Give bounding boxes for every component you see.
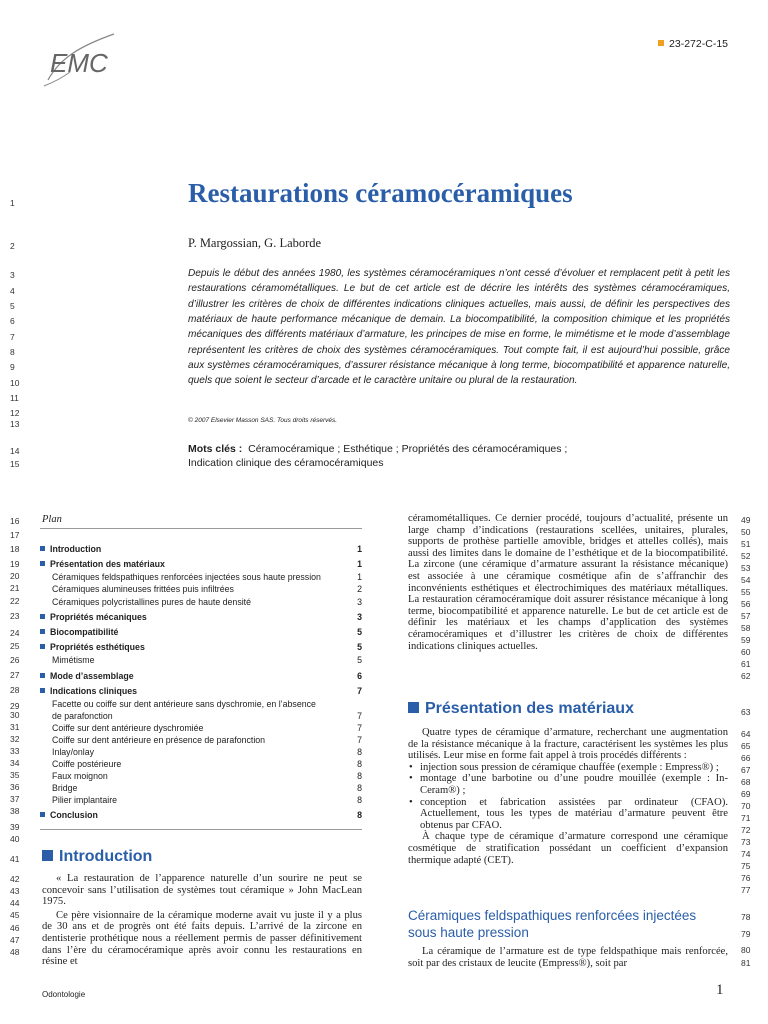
line-number: 15 — [10, 459, 20, 469]
line-number: 49 — [741, 515, 751, 525]
materials-para-stratification: À chaque type de céramique d’armature correspond une céramique cosmétique de stratification possédant un coefficient d’expansion thermique adapté (CET). — [408, 831, 728, 866]
plan-item-label: Coiffe postérieure — [52, 759, 122, 769]
list-item: • conception et fabrication assistées par ordinateur (CFAO). Actuellement, tous les types de matériau d’armature peuvent être obtenus par CFAO. — [420, 797, 728, 832]
line-number: 56 — [741, 599, 751, 609]
line-number: 30 — [10, 710, 20, 720]
plan-item-label: Présentation des matériaux — [40, 558, 165, 570]
keywords-line2: Indication clinique des céramocéramiques — [188, 457, 384, 469]
intro-continuation-para: céramométalliques. Ce dernier procédé, toujours d’actualité, présente un large champ d’indications (restaurations scellées, unitaires, plurales, supports de prothèse partielle amovible, bridges et attelles collés), mais aussi des limites dans le domaine de l’esthétique et de la biocompatibilité. La zircone (une céramique d’armature assurant la résistance mécanique) est associée à une céramique cosmétique afin de s’affranchir des inconvénients esthétiques et électrochimiques des matériaux métalliques. La restauration céramocéramique doit assurer résistance mécanique à long terme, biocompatibilité et apparence naturelle. Le but de cet article est de définir les matériaux et les champs d’application des systèmes céramocéramiques et d’illustrer les critères de choix de différentes indications cliniques actuelles. — [408, 513, 728, 652]
document-code — [658, 38, 728, 50]
document-code-text: 23-272-C-15 — [669, 38, 728, 50]
line-number: 78 — [741, 912, 751, 922]
line-number: 69 — [741, 789, 751, 799]
plan-bullet-icon — [40, 546, 45, 551]
plan-item-label: Faux moignon — [52, 771, 108, 781]
plan-item-label: Indications cliniques — [40, 685, 137, 697]
line-number: 40 — [10, 834, 20, 844]
line-number: 74 — [741, 849, 751, 859]
line-number: 11 — [10, 393, 19, 403]
line-number: 39 — [10, 822, 20, 832]
line-number: 76 — [741, 873, 751, 883]
keywords — [188, 442, 708, 470]
line-number: 20 — [10, 571, 20, 581]
line-number: 64 — [741, 729, 751, 739]
plan-item-page: 5 — [357, 655, 362, 665]
article-authors: P. Margossian, G. Laborde — [188, 236, 322, 250]
plan-item-page: 7 — [357, 711, 362, 721]
line-number: 35 — [10, 770, 20, 780]
line-number: 9 — [10, 362, 15, 372]
right-column-intro-continuation — [408, 513, 728, 652]
plan-item-page: 8 — [357, 795, 362, 805]
svg-text:EMC: EMC — [50, 48, 108, 78]
line-number: 72 — [741, 825, 751, 835]
line-number: 70 — [741, 801, 751, 811]
plan-item-label: Coiffe sur dent antérieure en présence de parafonction — [52, 735, 266, 745]
feldspathic-subheading: Céramiques feldspathiques renforcées injectées sous haute pression — [408, 908, 697, 940]
materials-body — [408, 727, 728, 866]
plan-item-page: 1 — [357, 559, 362, 569]
line-number: 53 — [741, 563, 751, 573]
line-number: 46 — [10, 923, 20, 933]
plan-item-label: Céramiques polycristallines pures de haute densité — [52, 597, 252, 607]
plan-item-label: Introduction — [40, 543, 101, 555]
plan-item-label: Céramiques alumineuses frittées puis infiltrées — [52, 584, 234, 594]
plan-divider-top — [40, 528, 362, 529]
plan-item-label: Conclusion — [40, 809, 98, 821]
line-number: 13 — [10, 419, 20, 429]
plan-item-page: 7 — [357, 723, 362, 733]
line-number: 66 — [741, 753, 751, 763]
plan-item-page: 8 — [357, 810, 362, 820]
section-marker-icon — [408, 702, 419, 713]
line-number: 34 — [10, 758, 20, 768]
feldspathic-para: La céramique de l’armature est de type feldspathique mais renforcée, soit par des cristaux de leucite (Empress®), soit par — [408, 946, 728, 969]
article-title: Restaurations céramocéramiques — [188, 178, 573, 208]
materials-heading-text: Présentation des matériaux — [425, 700, 634, 717]
line-number: 3 — [10, 270, 15, 280]
plan-title: Plan — [42, 514, 62, 525]
line-number: 68 — [741, 777, 751, 787]
materials-para-types: Quatre types de céramique d’armature, recherchant une augmentation de la résistance mécanique à la fracture, caractérisent les systèmes les plus utilisés. Leur mise en forme fait appel à trois procédés différents : — [408, 727, 728, 762]
plan-item-label: Mode d’assemblage — [40, 670, 134, 682]
line-number: 19 — [10, 559, 20, 569]
footer-page-number: 1 — [716, 982, 724, 998]
plan-bullet-icon — [40, 688, 45, 693]
line-number: 8 — [10, 347, 15, 357]
plan-item-page: 1 — [357, 544, 362, 554]
plan-item-label: Mimétisme — [52, 655, 95, 665]
section-marker-icon — [42, 850, 53, 861]
article-abstract: Depuis le début des années 1980, les systèmes céramocéramiques n’ont cessé d’évoluer et remplacent petit à petit les restaurations céramométalliques. Le but de cet article est de décrire les intérêts des systèmes céramocéramiques, d’illustrer les critères de choix de différentes indications cliniques actuelles, mais aussi, de définir les perspectives des matériaux de haute performance mécanique de demain. La biocompatibilité, la composition chimique et les propriétés mécaniques des différents matériaux d’armature, les principes de mise en forme, le mimétisme et le mode d’assemblage représentent les critères de choix des systèmes céramocéramiques. Tout compte fait, il est aujourd’hui possible, grâce aux systèmes céramocéramiques, d’assurer résistance mécanique à long terme, biocompatibilité et apparence naturelle, quels que soient le secteur d’arcade et le caractère unitaire ou plural de la restauration. — [188, 268, 730, 387]
plan-item-page: 3 — [357, 612, 362, 622]
line-number: 63 — [741, 707, 751, 717]
plan-item-page: 3 — [357, 597, 362, 607]
keywords-line1: Céramocéramique ; Esthétique ; Propriétés des céramocéramiques ; — [248, 443, 568, 455]
introduction-heading — [42, 848, 152, 866]
line-number: 75 — [741, 861, 751, 871]
plan-item-page: 7 — [357, 686, 362, 696]
line-number: 54 — [741, 575, 751, 585]
line-number: 80 — [741, 945, 751, 955]
code-marker-icon — [658, 40, 664, 46]
line-number: 16 — [10, 516, 20, 526]
introduction-heading-text: Introduction — [59, 848, 153, 865]
plan-item-label: Coiffe sur dent antérieure dyschromiée — [52, 723, 204, 733]
line-number: 61 — [741, 659, 751, 669]
plan-item-label: Inlay/onlay — [52, 747, 95, 757]
line-number: 4 — [10, 286, 15, 296]
line-number: 51 — [741, 539, 751, 549]
line-number: 55 — [741, 587, 751, 597]
line-number: 79 — [741, 929, 751, 939]
plan-item-label: Biocompatibilité — [40, 626, 118, 638]
plan-item-page: 8 — [357, 783, 362, 793]
line-number: 50 — [741, 527, 751, 537]
line-number: 32 — [10, 734, 20, 744]
line-number: 57 — [741, 611, 751, 621]
line-number: 29 — [10, 701, 20, 711]
line-number: 14 — [10, 446, 20, 456]
line-number: 37 — [10, 794, 20, 804]
plan-bullet-icon — [40, 561, 45, 566]
plan-item-label: Propriétés esthétiques — [40, 641, 145, 653]
line-number: 60 — [741, 647, 751, 657]
line-number: 28 — [10, 685, 20, 695]
plan-divider-bottom — [40, 829, 362, 830]
line-number: 7 — [10, 332, 15, 342]
list-item: • injection sous pression de céramique chauffée (exemple : Empress®) ; — [420, 762, 728, 774]
line-number: 12 — [10, 408, 20, 418]
plan-item-page: 6 — [357, 671, 362, 681]
line-number: 5 — [10, 301, 15, 311]
plan-item-label: Céramiques feldspathiques renforcées injectées sous haute pression — [52, 572, 321, 582]
line-number: 45 — [10, 910, 20, 920]
line-number: 2 — [10, 241, 15, 251]
line-number: 65 — [741, 741, 751, 751]
line-number: 43 — [10, 886, 20, 896]
line-number: 18 — [10, 544, 20, 554]
feldspathic-body — [408, 946, 728, 969]
line-number: 1 — [10, 198, 15, 208]
list-item: • montage d’une barbotine ou d’une poudre mouillée (exemple : In-Ceram®) ; — [420, 773, 728, 796]
plan-bullet-icon — [40, 673, 45, 678]
line-number: 52 — [741, 551, 751, 561]
line-number: 21 — [10, 583, 20, 593]
plan-bullet-icon — [40, 614, 45, 619]
plan-item-page: 8 — [357, 771, 362, 781]
line-number: 31 — [10, 722, 20, 732]
line-number: 36 — [10, 782, 20, 792]
plan-item-label: Propriétés mécaniques — [40, 611, 147, 623]
line-number: 77 — [741, 885, 751, 895]
line-number: 73 — [741, 837, 751, 847]
line-number: 71 — [741, 813, 751, 823]
line-number: 22 — [10, 596, 20, 606]
line-number: 25 — [10, 641, 20, 651]
line-number: 62 — [741, 671, 751, 681]
line-number: 17 — [10, 530, 20, 540]
line-number: 42 — [10, 874, 20, 884]
plan-bullet-icon — [40, 629, 45, 634]
introduction-para-1: « La restauration de l’apparence naturelle d’un sourire ne peut se concevoir sans l’utilisation de systèmes tout céramique » John MacLean 1975. — [42, 873, 362, 908]
plan-item-label: Bridge — [52, 783, 78, 793]
line-number: 26 — [10, 655, 20, 665]
line-number: 81 — [741, 958, 751, 968]
line-number: 41 — [10, 854, 20, 864]
plan-item-label: Pilier implantaire — [52, 795, 118, 805]
introduction-para-2: Ce père visionnaire de la céramique moderne avait vu juste il y a plus de 30 ans et de progrès ont été faits depuis. L’arrivé de la zircone en dentisterie prothétique nous a réellement permis de passer définitivement dans l’ère du céramocéramique après avoir connu les restaurations en résine et — [42, 909, 362, 968]
line-number: 23 — [10, 611, 20, 621]
plan-item-label: de parafonction — [52, 711, 113, 721]
plan-item-page: 5 — [357, 627, 362, 637]
plan-item-page: 8 — [357, 747, 362, 757]
plan-item-page: 7 — [357, 735, 362, 745]
line-number: 48 — [10, 947, 20, 957]
plan-item-page: 8 — [357, 759, 362, 769]
plan-bullet-icon — [40, 812, 45, 817]
plan-item-label: Facette ou coiffe sur dent antérieure sans dyschromie, en l’absence — [52, 699, 316, 709]
plan-item-page: 1 — [357, 572, 362, 582]
line-number: 10 — [10, 378, 20, 388]
line-number: 44 — [10, 898, 20, 908]
line-number: 58 — [741, 623, 751, 633]
plan-item-page: 5 — [357, 642, 362, 652]
line-number: 24 — [10, 628, 20, 638]
emc-logo — [40, 28, 118, 90]
line-number: 38 — [10, 806, 20, 816]
plan-bullet-icon — [40, 644, 45, 649]
line-number: 67 — [741, 765, 751, 775]
keywords-label: Mots clés : — [188, 443, 243, 455]
introduction-body — [42, 873, 362, 968]
materials-heading — [408, 700, 634, 718]
line-number: 27 — [10, 670, 20, 680]
materials-process-list — [408, 762, 728, 832]
plan-item-page: 2 — [357, 584, 362, 594]
line-number: 47 — [10, 935, 20, 945]
line-number: 33 — [10, 746, 20, 756]
footer-journal: Odontologie — [42, 990, 86, 999]
line-number: 59 — [741, 635, 751, 645]
line-number: 6 — [10, 316, 15, 326]
copyright-notice: © 2007 Elsevier Masson SAS. Tous droits réservés. — [188, 417, 338, 424]
